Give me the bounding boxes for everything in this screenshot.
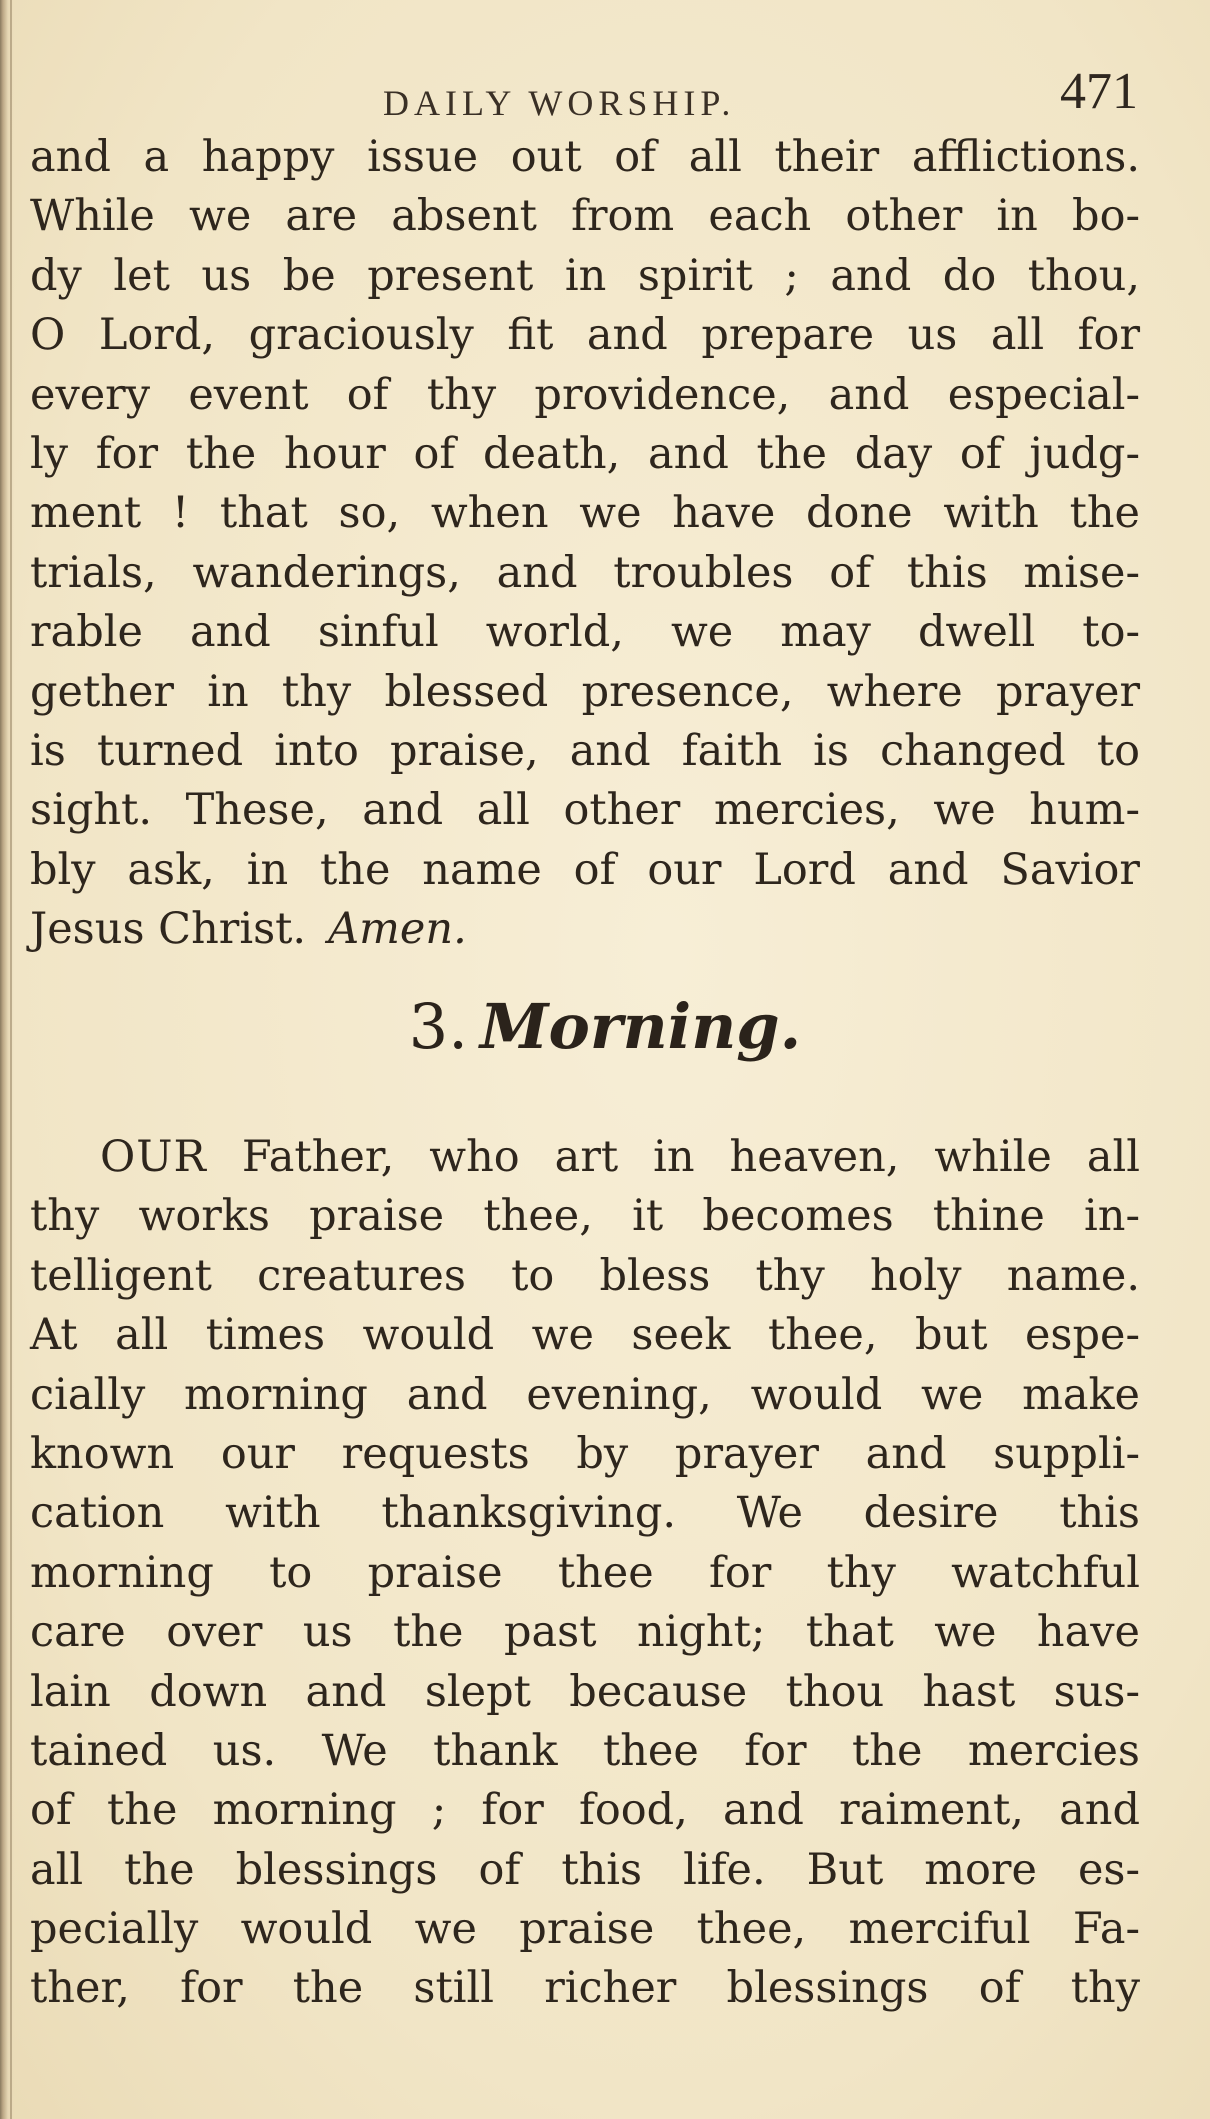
amen-text: Amen. (328, 904, 467, 955)
text-line: ther, for the still richer blessings of thy (30, 1963, 1140, 2014)
page-header (28, 62, 1138, 122)
text-line: dy let us be present in spirit ; and do thou, (30, 250, 1140, 301)
page-number: 471 (1060, 63, 1138, 120)
section-heading (0, 990, 1210, 1063)
text-line: of the morning ; for food, and raiment, and (30, 1785, 1140, 1836)
text-line: telligent creatures to bless thy holy name. (30, 1250, 1140, 1301)
text-line: gether in thy blessed presence, where prayer (30, 666, 1140, 717)
closing-line (30, 900, 1140, 959)
text-line: ment ! that so, when we have done with the (30, 488, 1140, 539)
opening-word: OUR (100, 1132, 207, 1182)
text-line: care over us the past night; that we have (30, 1607, 1140, 1658)
text-line: lain down and slept because thou hast sus- (30, 1666, 1140, 1717)
text-line: is turned into praise, and faith is changed to (30, 725, 1140, 776)
running-head: DAILY WORSHIP. (383, 83, 736, 123)
text-line: bly ask, in the name of our Lord and Savior (30, 844, 1140, 895)
text-line: thy works praise thee, it becomes thine in- (30, 1191, 1140, 1242)
text-line: cially morning and evening, would we make (30, 1369, 1140, 1420)
section-title: Morning. (479, 990, 802, 1063)
closing-text: Jesus Christ. (30, 904, 307, 955)
text-line: sight. These, and all other mercies, we hum- (30, 785, 1140, 836)
text-line: cation with thanksgiving. We desire this (30, 1488, 1140, 1539)
text-line: ly for the hour of death, and the day of judg- (30, 428, 1140, 479)
top-paragraph (30, 128, 1140, 959)
text-line: rable and sinful world, we may dwell to- (30, 607, 1140, 658)
text-line: While we are absent from each other in bo- (30, 191, 1140, 242)
text-line: morning to praise thee for thy watchful (30, 1547, 1140, 1598)
text-line: pecially would we praise thee, merciful Fa- (30, 1904, 1140, 1955)
text-line: At all times would we seek thee, but espe- (30, 1310, 1140, 1361)
first-line-rest: Father, who art in heaven, while all (206, 1132, 1140, 1182)
bottom-paragraph (30, 1128, 1140, 2019)
text-line: trials, wanderings, and troubles of this mise- (30, 547, 1140, 598)
text-line: O Lord, graciously fit and prepare us all for (30, 310, 1140, 361)
text-line: tained us. We thank thee for the mercies (30, 1725, 1140, 1776)
text-line (30, 1128, 1140, 1187)
text-line: and a happy issue out of all their afflictions. (30, 132, 1140, 182)
section-number: 3. (408, 990, 468, 1063)
text-line: known our requests by prayer and suppli- (30, 1428, 1140, 1479)
text-line: all the blessings of this life. But more es- (30, 1844, 1140, 1895)
text-line: every event of thy providence, and especial- (30, 369, 1140, 420)
